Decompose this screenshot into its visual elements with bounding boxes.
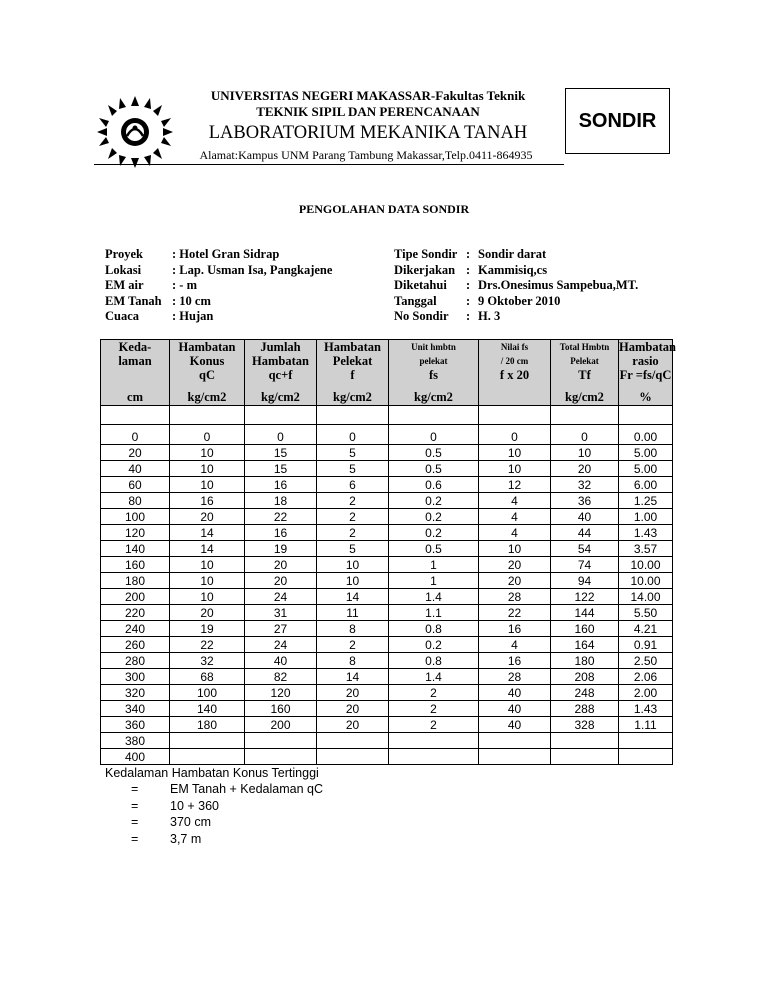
column-header xyxy=(317,340,389,391)
table-cell xyxy=(389,733,479,749)
column-header-line: qc+f xyxy=(268,368,293,382)
info-colon: : xyxy=(466,293,471,308)
table-cell: 164 xyxy=(551,637,619,653)
table-cell xyxy=(619,733,673,749)
table-cell xyxy=(619,749,673,765)
table-row xyxy=(101,685,673,701)
info-colon: : xyxy=(466,262,471,277)
column-header-line: Total Hmbtn xyxy=(559,342,610,352)
column-header xyxy=(551,340,619,391)
table-cell: 0 xyxy=(245,425,317,445)
table-row xyxy=(101,461,673,477)
table-cell: 5.00 xyxy=(619,461,673,477)
table-cell: 180 xyxy=(101,573,170,589)
info-row xyxy=(105,278,332,294)
summary-line xyxy=(105,798,323,814)
sondir-data-table xyxy=(100,339,676,765)
table-cell: 68 xyxy=(170,669,245,685)
column-header-line: Tf xyxy=(578,368,591,382)
table-cell xyxy=(389,406,479,425)
table-cell: 40 xyxy=(245,653,317,669)
table-cell: 20 xyxy=(551,461,619,477)
table-cell: 16 xyxy=(245,477,317,493)
table-cell: 14 xyxy=(317,669,389,685)
table-cell xyxy=(551,749,619,765)
table-cell: 0 xyxy=(389,425,479,445)
table-cell: 60 xyxy=(101,477,170,493)
table-cell: 2 xyxy=(389,685,479,701)
info-value: Sondir darat xyxy=(478,247,547,261)
table-cell: 4 xyxy=(479,637,551,653)
info-value: : 10 cm xyxy=(172,293,211,308)
column-header xyxy=(479,340,551,391)
table-cell: 10 xyxy=(170,557,245,573)
column-header xyxy=(389,340,479,391)
table-cell: 2.50 xyxy=(619,653,673,669)
table-cell: 16 xyxy=(479,653,551,669)
table-cell: 10 xyxy=(170,573,245,589)
column-header-line: Pelekat xyxy=(332,354,373,368)
table-cell: 1.4 xyxy=(389,669,479,685)
table-cell: 19 xyxy=(245,541,317,557)
table-row xyxy=(101,525,673,541)
column-unit: kg/cm2 xyxy=(317,390,389,406)
column-header-line: f xyxy=(350,368,355,382)
table-cell: 80 xyxy=(101,493,170,509)
table-cell: 40 xyxy=(101,461,170,477)
column-header-line: rasio xyxy=(632,354,659,368)
table-row xyxy=(101,653,673,669)
table-cell: 0.8 xyxy=(389,621,479,637)
table-cell: 140 xyxy=(170,701,245,717)
table-cell xyxy=(479,406,551,425)
table-cell: 20 xyxy=(245,573,317,589)
table-cell: 54 xyxy=(551,541,619,557)
table-row xyxy=(101,425,673,445)
column-header-line: pelekat xyxy=(419,356,448,366)
table-cell xyxy=(170,749,245,765)
table-cell: 10 xyxy=(479,541,551,557)
table-row xyxy=(101,477,673,493)
table-cell: 10 xyxy=(317,557,389,573)
info-label: Tipe Sondir xyxy=(394,247,458,261)
table-cell xyxy=(317,749,389,765)
table-cell: 200 xyxy=(245,717,317,733)
column-header-line: Fr =fs/qC xyxy=(619,368,672,382)
column-unit: kg/cm2 xyxy=(389,390,479,406)
table-cell xyxy=(551,406,619,425)
address: Alamat:Kampus UNM Parang Tambung Makassar,Telp.0411-864935 xyxy=(199,148,533,162)
table-cell: 0.5 xyxy=(389,445,479,461)
table-cell: 0.5 xyxy=(389,541,479,557)
column-header-line: Jumlah xyxy=(260,340,301,354)
table-cell: 10 xyxy=(317,573,389,589)
laboratory-name: LABORATORIUM MEKANIKA TANAH xyxy=(208,123,528,143)
table-cell xyxy=(170,406,245,425)
table-cell: 28 xyxy=(479,589,551,605)
table-cell xyxy=(245,733,317,749)
table-cell: 2 xyxy=(317,509,389,525)
summary-heading: Kedalaman Hambatan Konus Tertinggi xyxy=(105,766,319,780)
table-cell: 0.2 xyxy=(389,493,479,509)
table-cell: 5 xyxy=(317,461,389,477)
table-unit-row xyxy=(101,390,673,406)
table-cell: 2 xyxy=(389,701,479,717)
table-cell: 1.1 xyxy=(389,605,479,621)
column-unit xyxy=(479,390,551,406)
table-cell: 1.43 xyxy=(619,525,673,541)
table-cell: 12 xyxy=(479,477,551,493)
summary-text: EM Tanah + Kedalaman qC xyxy=(170,782,323,797)
table-cell: 10 xyxy=(479,445,551,461)
table-cell: 16 xyxy=(245,525,317,541)
table-cell: 5 xyxy=(317,445,389,461)
table-cell: 10 xyxy=(551,445,619,461)
column-unit: cm xyxy=(101,390,170,406)
column-header-line: Unit hmbtn xyxy=(411,342,456,352)
table-cell: 4 xyxy=(479,509,551,525)
column-unit: kg/cm2 xyxy=(170,390,245,406)
column-header xyxy=(245,340,317,391)
table-cell: 24 xyxy=(245,589,317,605)
table-row xyxy=(101,589,673,605)
table-cell: 2 xyxy=(389,717,479,733)
table-cell: 0.8 xyxy=(389,653,479,669)
table-cell: 0 xyxy=(170,425,245,445)
column-unit: kg/cm2 xyxy=(551,390,619,406)
summary-text: 10 + 360 xyxy=(170,798,220,813)
info-row xyxy=(394,263,638,279)
equals-sign: = xyxy=(131,815,139,830)
table-cell: 10.00 xyxy=(619,573,673,589)
summary-text: 3,7 m xyxy=(170,831,202,846)
info-label: Dikerjakan xyxy=(394,262,456,277)
table-row xyxy=(101,541,673,557)
info-label: Lokasi xyxy=(105,262,142,277)
table-row xyxy=(101,493,673,509)
table-cell: 1.4 xyxy=(389,589,479,605)
column-header-line: qC xyxy=(199,368,215,382)
table-cell xyxy=(170,733,245,749)
table-cell: 44 xyxy=(551,525,619,541)
table-cell: 32 xyxy=(170,653,245,669)
info-value: Kammisiq,cs xyxy=(478,262,548,277)
table-row xyxy=(101,733,673,749)
info-row xyxy=(105,294,332,310)
table-cell: 22 xyxy=(245,509,317,525)
table-cell: 4.21 xyxy=(619,621,673,637)
info-label: Cuaca xyxy=(105,309,140,323)
equals-sign: = xyxy=(131,798,139,813)
table-cell: 20 xyxy=(170,509,245,525)
column-header-line: Pelekat xyxy=(570,356,599,366)
table-cell: 160 xyxy=(101,557,170,573)
table-cell: 6 xyxy=(317,477,389,493)
table-cell xyxy=(479,749,551,765)
info-value: : Lap. Usman Isa, Pangkajene xyxy=(172,262,333,277)
table-cell xyxy=(245,749,317,765)
table-cell: 1 xyxy=(389,557,479,573)
column-header-line: Hambatan xyxy=(324,340,381,354)
column-unit: kg/cm2 xyxy=(245,390,317,406)
table-cell: 0.2 xyxy=(389,525,479,541)
table-cell: 20 xyxy=(317,717,389,733)
column-header-line: Hambatan xyxy=(619,340,676,354)
table-cell: 20 xyxy=(101,445,170,461)
table-cell: 15 xyxy=(245,461,317,477)
column-header-line: / 20 cm xyxy=(500,356,529,366)
info-label: Tanggal xyxy=(394,293,437,308)
column-header-line: fs xyxy=(428,368,439,382)
table-cell xyxy=(551,733,619,749)
column-header-line: Nilai fs xyxy=(500,342,529,352)
table-cell: 400 xyxy=(101,749,170,765)
table-cell: 5.50 xyxy=(619,605,673,621)
table-cell: 20 xyxy=(479,573,551,589)
table-row xyxy=(101,717,673,733)
table-cell: 36 xyxy=(551,493,619,509)
table-cell: 24 xyxy=(245,637,317,653)
table-cell: 10 xyxy=(170,461,245,477)
equals-sign: = xyxy=(131,782,139,797)
info-row xyxy=(394,309,638,325)
table-cell: 14 xyxy=(317,589,389,605)
info-row xyxy=(394,294,638,310)
table-cell: 2.06 xyxy=(619,669,673,685)
column-header-line: Konus xyxy=(189,354,225,368)
info-label: No Sondir xyxy=(394,309,449,323)
table-cell: 0.00 xyxy=(619,425,673,445)
table-cell: 15 xyxy=(245,445,317,461)
table-row xyxy=(101,573,673,589)
table-cell: 20 xyxy=(317,685,389,701)
table-cell: 300 xyxy=(101,669,170,685)
sondir-badge: SONDIR xyxy=(565,88,670,154)
summary-line xyxy=(105,781,323,797)
table-cell xyxy=(245,406,317,425)
table-row xyxy=(101,637,673,653)
table-cell: 0.91 xyxy=(619,637,673,653)
table-cell: 160 xyxy=(551,621,619,637)
table-cell: 320 xyxy=(101,685,170,701)
table-cell: 10 xyxy=(170,477,245,493)
table-cell: 1.25 xyxy=(619,493,673,509)
table-cell: 360 xyxy=(101,717,170,733)
summary-line xyxy=(105,814,323,830)
table-cell: 40 xyxy=(479,701,551,717)
table-cell: 2.00 xyxy=(619,685,673,701)
table-cell xyxy=(619,406,673,425)
info-colon: : xyxy=(466,309,471,323)
table-cell: 260 xyxy=(101,637,170,653)
table-cell: 5.00 xyxy=(619,445,673,461)
table-cell: 160 xyxy=(245,701,317,717)
table-cell: 1 xyxy=(389,573,479,589)
table-cell: 208 xyxy=(551,669,619,685)
table-cell: 28 xyxy=(479,669,551,685)
table-cell: 27 xyxy=(245,621,317,637)
table-cell xyxy=(479,733,551,749)
table-cell: 0 xyxy=(317,425,389,445)
table-cell: 1.43 xyxy=(619,701,673,717)
table-cell: 22 xyxy=(170,637,245,653)
info-value: H. 3 xyxy=(478,309,501,323)
table-cell: 380 xyxy=(101,733,170,749)
table-cell: 14 xyxy=(170,525,245,541)
table-cell: 19 xyxy=(170,621,245,637)
info-row xyxy=(394,247,638,263)
table-cell: 16 xyxy=(170,493,245,509)
summary-text: 370 cm xyxy=(170,815,211,830)
table-cell: 328 xyxy=(551,717,619,733)
table-cell: 94 xyxy=(551,573,619,589)
table-cell: 10 xyxy=(170,445,245,461)
document-title: PENGOLAHAN DATA SONDIR xyxy=(298,202,470,216)
table-cell: 0.5 xyxy=(389,461,479,477)
info-label: Diketahui xyxy=(394,278,447,292)
column-header-line: f x 20 xyxy=(499,368,530,382)
column-header xyxy=(101,340,170,391)
table-cell: 20 xyxy=(317,701,389,717)
table-cell: 31 xyxy=(245,605,317,621)
table-cell: 1.00 xyxy=(619,509,673,525)
info-value: Drs.Onesimus Sampebua,MT. xyxy=(478,278,639,292)
department-name: TEKNIK SIPIL DAN PERENCANAAN xyxy=(256,104,480,119)
table-row xyxy=(101,445,673,461)
table-cell: 22 xyxy=(479,605,551,621)
column-header-line: laman xyxy=(118,354,152,368)
info-value: : Hujan xyxy=(172,309,214,323)
info-label: EM Tanah xyxy=(105,293,162,308)
table-cell: 40 xyxy=(479,685,551,701)
project-info-right xyxy=(394,247,638,325)
table-cell: 14.00 xyxy=(619,589,673,605)
table-cell: 6.00 xyxy=(619,477,673,493)
table-cell: 4 xyxy=(479,525,551,541)
table-cell: 20 xyxy=(479,557,551,573)
table-row xyxy=(101,749,673,765)
column-header-line: Keda- xyxy=(118,340,152,354)
equals-sign: = xyxy=(131,831,139,846)
table-cell: 0.6 xyxy=(389,477,479,493)
table-row xyxy=(101,605,673,621)
info-label: EM air xyxy=(105,278,144,292)
column-header-line: Hambatan xyxy=(252,354,309,368)
table-cell: 18 xyxy=(245,493,317,509)
table-cell: 1.11 xyxy=(619,717,673,733)
table-row xyxy=(101,557,673,573)
summary-section xyxy=(105,765,323,847)
info-row xyxy=(105,309,332,325)
table-cell: 0 xyxy=(101,425,170,445)
table-spacer-row xyxy=(101,406,673,425)
table-cell: 122 xyxy=(551,589,619,605)
table-cell: 248 xyxy=(551,685,619,701)
project-info-left xyxy=(105,247,332,325)
table-cell xyxy=(317,406,389,425)
summary-line xyxy=(105,831,323,847)
info-label: Proyek xyxy=(105,247,143,261)
table-header-row xyxy=(101,340,673,391)
table-cell: 20 xyxy=(170,605,245,621)
table-cell: 220 xyxy=(101,605,170,621)
table-cell: 200 xyxy=(101,589,170,605)
table-cell: 11 xyxy=(317,605,389,621)
table-row xyxy=(101,669,673,685)
table-cell: 40 xyxy=(551,509,619,525)
table-cell: 100 xyxy=(170,685,245,701)
table-cell: 10 xyxy=(479,461,551,477)
column-unit: % xyxy=(619,390,673,406)
table-cell xyxy=(317,733,389,749)
table-cell: 100 xyxy=(101,509,170,525)
table-cell: 82 xyxy=(245,669,317,685)
info-row xyxy=(105,247,332,263)
table-cell: 140 xyxy=(101,541,170,557)
table-cell: 14 xyxy=(170,541,245,557)
info-value: : Hotel Gran Sidrap xyxy=(172,247,280,261)
table-cell xyxy=(389,749,479,765)
table-cell: 340 xyxy=(101,701,170,717)
table-cell: 0 xyxy=(479,425,551,445)
university-name: UNIVERSITAS NEGERI MAKASSAR-Fakultas Teknik xyxy=(210,88,526,103)
table-cell: 0.2 xyxy=(389,637,479,653)
table-cell xyxy=(101,406,170,425)
info-row xyxy=(394,278,638,294)
table-cell: 144 xyxy=(551,605,619,621)
table-cell: 32 xyxy=(551,477,619,493)
table-cell: 180 xyxy=(551,653,619,669)
table-cell: 20 xyxy=(245,557,317,573)
table-cell: 2 xyxy=(317,525,389,541)
table-row xyxy=(101,621,673,637)
column-header xyxy=(170,340,245,391)
info-colon: : xyxy=(466,247,471,261)
table-row xyxy=(101,509,673,525)
table-cell: 280 xyxy=(101,653,170,669)
table-cell: 10 xyxy=(170,589,245,605)
info-colon: : xyxy=(466,278,471,292)
university-logo xyxy=(93,92,177,172)
table-cell: 120 xyxy=(245,685,317,701)
info-row xyxy=(105,263,332,279)
table-cell: 8 xyxy=(317,621,389,637)
table-cell: 5 xyxy=(317,541,389,557)
table-cell: 288 xyxy=(551,701,619,717)
table-row xyxy=(101,701,673,717)
table-cell: 120 xyxy=(101,525,170,541)
header-divider xyxy=(94,164,564,165)
table-cell: 2 xyxy=(317,493,389,509)
table-cell: 40 xyxy=(479,717,551,733)
table-cell: 0.2 xyxy=(389,509,479,525)
table-cell: 8 xyxy=(317,653,389,669)
info-value: : - m xyxy=(172,278,197,292)
table-cell: 0 xyxy=(551,425,619,445)
table-cell: 4 xyxy=(479,493,551,509)
table-cell: 180 xyxy=(170,717,245,733)
table-cell: 2 xyxy=(317,637,389,653)
info-value: 9 Oktober 2010 xyxy=(478,293,561,308)
column-header xyxy=(619,340,676,391)
table-cell: 10.00 xyxy=(619,557,673,573)
table-cell: 3.57 xyxy=(619,541,673,557)
table-cell: 74 xyxy=(551,557,619,573)
table-cell: 16 xyxy=(479,621,551,637)
column-header-line: Hambatan xyxy=(178,340,236,354)
table-cell: 240 xyxy=(101,621,170,637)
